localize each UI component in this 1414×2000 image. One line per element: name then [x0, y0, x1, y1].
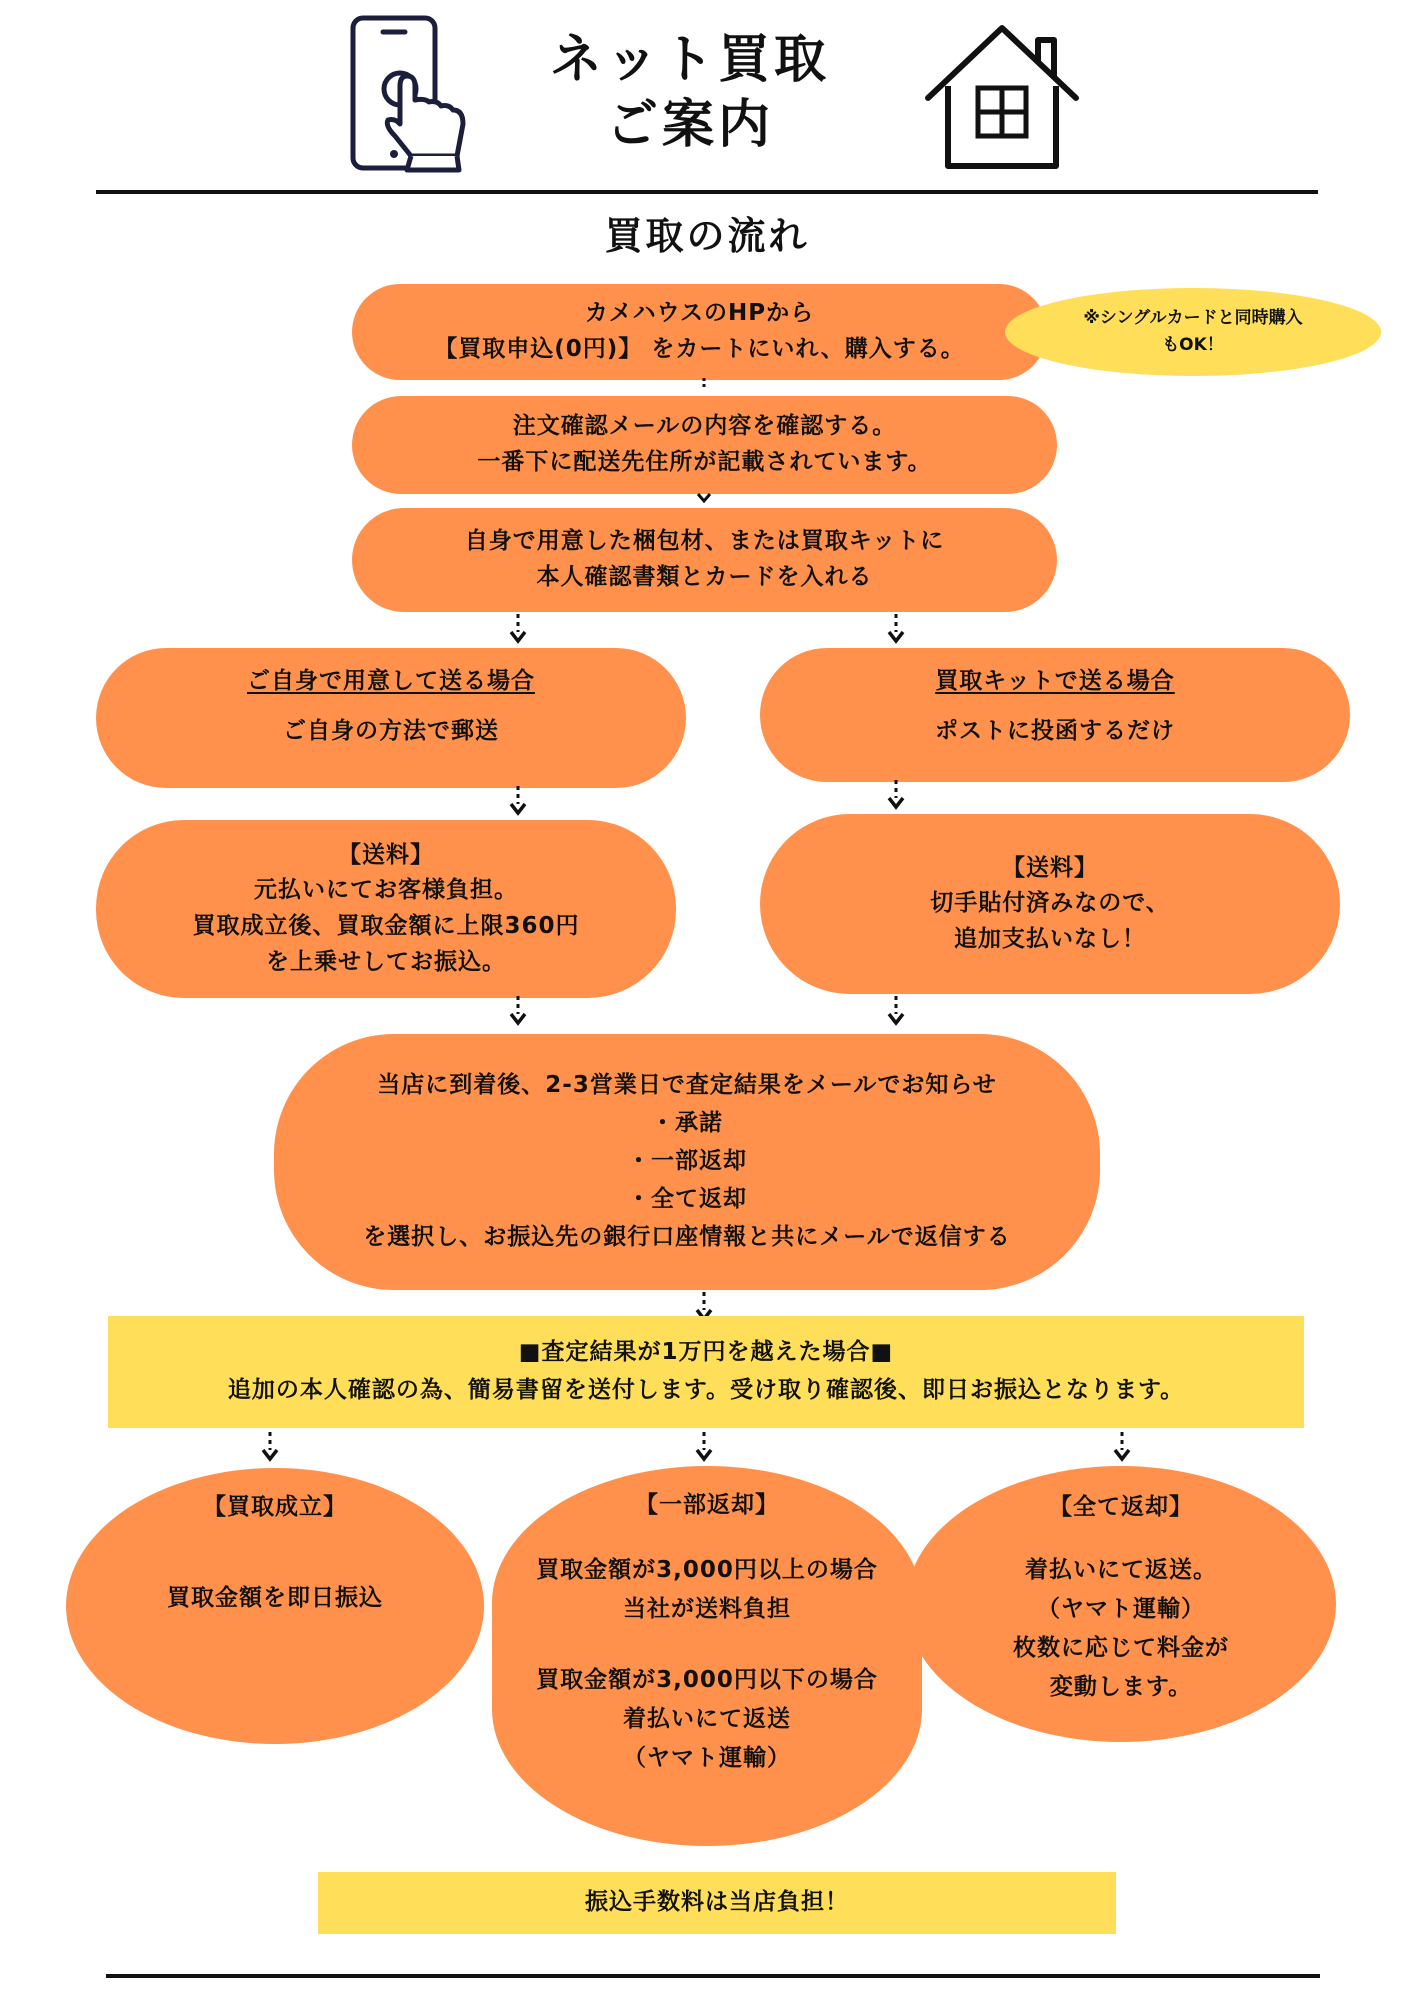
- outcome-all-box: [906, 1466, 1336, 1742]
- notice-body: 追加の本人確認の為、簡易書留を送付します。受け取り確認後、即日お振込となります。: [227, 1377, 1185, 1403]
- arrow-down-icon: [508, 614, 528, 648]
- right-fee-line-2: 追加支払いなし！: [954, 925, 1146, 952]
- step-1-line-2: 【買取申込(0円)】 をカートにいれ、購入する。: [434, 336, 965, 362]
- arrow-down-icon: [508, 786, 528, 820]
- arrow-down-icon: [886, 614, 906, 648]
- result-option-all: ・全て返却: [627, 1185, 747, 1212]
- step-3-line-2: 本人確認書類とカードを入れる: [536, 564, 873, 590]
- left-fee-line-1: 元払いにてお客様負担。: [254, 877, 518, 904]
- arrow-down-icon: [886, 780, 906, 814]
- smartphone-tap-icon: [345, 14, 485, 174]
- step-3-box: [352, 508, 1057, 612]
- right-fee-box: [760, 814, 1340, 994]
- outcome-partial-box: [492, 1466, 922, 1846]
- note-bubble: [1005, 288, 1381, 376]
- arrow-down-icon: [694, 1432, 714, 1466]
- result-option-partial: ・一部返却: [627, 1148, 747, 1175]
- arrow-down-icon: [508, 996, 528, 1030]
- outcome-partial-spacer: [492, 1629, 922, 1661]
- title-line-2: ご案内: [605, 95, 774, 155]
- header-divider: [96, 190, 1318, 194]
- arrow-down-icon: [694, 378, 714, 398]
- note-line-2: もOK！: [1162, 335, 1224, 355]
- arrow-down-icon: [260, 1432, 280, 1466]
- right-branch-title: 買取キットで送る場合: [935, 668, 1175, 694]
- outcome-accepted-title: 【買取成立】: [203, 1494, 347, 1520]
- step-1-line-1: カメハウスのHPから: [584, 300, 815, 327]
- step-2-line-2: 一番下に配送先住所が記載されています。: [477, 449, 932, 475]
- footer-divider: [106, 1974, 1320, 1978]
- right-fee-title: 【送料】: [1002, 854, 1098, 881]
- step-2-box: [352, 396, 1057, 494]
- outcome-all-line-2: （ヤマト運輸）: [1037, 1596, 1205, 1623]
- outcome-all-line-1: 着払いにて返送。: [1025, 1557, 1217, 1584]
- right-branch-box: [760, 648, 1350, 782]
- step-3-line-1: 自身で用意した梱包材、または買取キットに: [464, 528, 945, 555]
- right-branch-body: ポストに投函するだけ: [935, 717, 1175, 744]
- outcome-partial-title: 【一部返却】: [635, 1492, 779, 1518]
- arrow-down-icon: [1112, 1432, 1132, 1466]
- page-title: [480, 28, 900, 158]
- left-fee-line-2: 買取成立後、買取金額に上限360円: [192, 913, 580, 939]
- title-line-1: ネット買取: [549, 30, 830, 90]
- result-option-accept: ・承諾: [651, 1110, 723, 1137]
- result-line-last: を選択し、お振込先の銀行口座情報と共にメールで返信する: [363, 1223, 1011, 1250]
- left-branch-body: ご自身の方法で郵送: [283, 717, 499, 744]
- outcome-partial-line-2: 当社が送料負担: [623, 1596, 791, 1623]
- result-line-1: 当店に到着後、2-3営業日で査定結果をメールでお知らせ: [377, 1072, 997, 1099]
- outcome-partial-line-1: 買取金額が3,000円以上の場合: [536, 1557, 878, 1584]
- outcome-accepted-box: [66, 1468, 484, 1744]
- outcome-accepted-body: 買取金額を即日振込: [167, 1585, 383, 1612]
- left-fee-title: 【送料】: [338, 841, 434, 868]
- outcome-all-line-3: 枚数に応じて料金が: [1013, 1635, 1229, 1662]
- outcome-partial-line-5: （ヤマト運輸）: [623, 1745, 791, 1772]
- note-line-1: ※シングルカードと同時購入: [1083, 307, 1303, 328]
- step-2-line-1: 注文確認メールの内容を確認する。: [512, 413, 897, 440]
- step-1-box: [352, 284, 1047, 380]
- result-box: [274, 1034, 1100, 1290]
- left-branch-title: ご自身で用意して送る場合: [247, 668, 535, 694]
- footer-note-text: 振込手数料は当店負担！: [585, 1889, 849, 1916]
- footer-note: [318, 1872, 1116, 1934]
- section-title: 買取の流れ: [604, 214, 810, 258]
- arrow-down-icon: [694, 488, 714, 508]
- left-branch-box: [96, 648, 686, 788]
- outcome-all-title: 【全て返却】: [1049, 1494, 1193, 1520]
- outcome-partial-line-3: 買取金額が3,000円以下の場合: [536, 1667, 878, 1694]
- notice-title: ■査定結果が1万円を越えた場合■: [518, 1339, 894, 1366]
- left-fee-box: [96, 820, 676, 998]
- outcome-all-line-4: 変動します。: [1049, 1674, 1193, 1701]
- left-fee-line-3: を上乗せしてお振込。: [266, 948, 506, 975]
- outcome-partial-line-4: 着払いにて返送: [623, 1706, 791, 1733]
- house-icon: [922, 14, 1082, 174]
- right-fee-line-1: 切手貼付済みなので、: [930, 890, 1170, 917]
- arrow-down-icon: [886, 996, 906, 1030]
- notice-banner: [108, 1316, 1304, 1428]
